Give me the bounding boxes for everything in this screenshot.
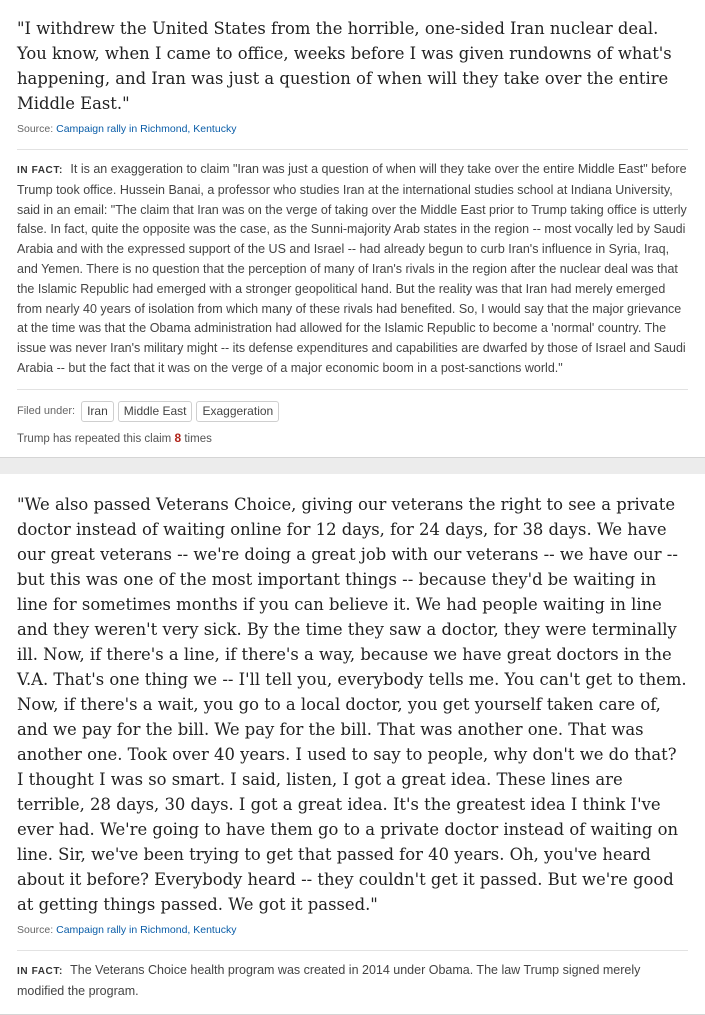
fact-check-text: It is an exaggeration to claim "Iran was just a question of when will they take over the entire Middle East" before Trump took office. Hussein Banai, a professor who studies Iran at the international studies school at Indiana University, said in an email: "The claim that Iran was on the verge of taking over the Middle East prior to Trump taking office is utterly false. In fact, quite the opposite was the case, as the Sunni-majority Arab states in the region -- most vocally led by Saudi Arabia and with the expressed support of the US and Israel -- had already begun to curb Iran's influence in Syria, Iraq, and Yemen. There is no question that the perception of many of Iran's rivals in the region after the nuclear deal was that the Islamic Republic had emerged with a stronger geopolitical hand. But the reality was that Iran had merely emerged from nearly 40 years of isolation from which many of these rivals had benefited. So, I would say that the major grievance at the time was that the Obama administration had allowed for the Islamic Republic to become a 'normal' country. The issue was never Iran's military might -- its defense expenditures and capabilities are dwarfed by those of Israel and Saudi Arabia -- but the fact that it was on the verge of a major economic boom in a post-sanctions world." [17, 162, 687, 375]
tag-iran[interactable]: Iran [81, 401, 114, 422]
divider [17, 950, 688, 951]
claim-card [0, 474, 705, 1015]
repeat-suffix: times [184, 432, 212, 445]
tag-middle-east[interactable]: Middle East [118, 401, 193, 422]
fact-check-text: The Veterans Choice health program was created in 2014 under Obama. The law Trump signed merely modified the program. [17, 963, 641, 998]
divider [17, 389, 688, 390]
fact-check [17, 961, 688, 1002]
in-fact-label: IN FACT: [17, 966, 63, 977]
divider [17, 149, 688, 150]
filed-under [17, 401, 688, 422]
claim-card [0, 0, 705, 458]
tag-exaggeration[interactable]: Exaggeration [196, 401, 279, 422]
fact-check [17, 160, 688, 379]
repeat-prefix: Trump has repeated this claim [17, 432, 172, 445]
in-fact-label: IN FACT: [17, 165, 63, 176]
source-label: Source: [17, 123, 54, 135]
source-label: Source: [17, 924, 54, 936]
source-link[interactable]: Campaign rally in Richmond, Kentucky [56, 924, 237, 936]
filed-under-label: Filed under: [17, 405, 76, 418]
claim-source [17, 923, 688, 937]
repeat-number: 8 [174, 430, 182, 445]
claim-quote: "I withdrew the United States from the horrible, one-sided Iran nuclear deal. You know, when I came to office, weeks before I was given rundowns of what's happening, and Iran was just a question of when will they take over the entire Middle East." [17, 19, 672, 113]
source-link[interactable]: Campaign rally in Richmond, Kentucky [56, 123, 237, 135]
claim-source [17, 122, 688, 136]
claim-quote: "We also passed Veterans Choice, giving our veterans the right to see a private doctor instead of waiting online for 12 days, for 24 days, for 38 days. We have our great veterans -- we're doing a great job with our veterans -- we have our -- but this was one of the most important things -- because they'd be waiting in line for sometimes months if you can believe it. We had people waiting in line and they weren't very sick. By the time they saw a doctor, they were terminally ill. Now, if there's a line, if there's a way, because we have great doctors in the V.A. That's one thing we -- I'll tell you, everybody tells me. You can't get to them. Now, if there's a wait, you go to a local doctor, you get yourself taken care of, and we pay for the bill. We pay for the bill. That was another one. That was another one. Took over 40 years. I used to say to people, why don't we do that? I thought I was so smart. I said, listen, I got a great idea. These lines are terrible, 28 days, 30 days. I got a great idea. It's the greatest idea I think I've ever had. We're going to have them go to a private doctor instead of waiting on line. Sir, we've been trying to get that passed for 40 years. Oh, you've heard about it before? Everybody heard -- they couldn't get it passed. But we're good at getting things passed. We got it passed." [17, 495, 687, 914]
repeat-count [17, 431, 688, 445]
